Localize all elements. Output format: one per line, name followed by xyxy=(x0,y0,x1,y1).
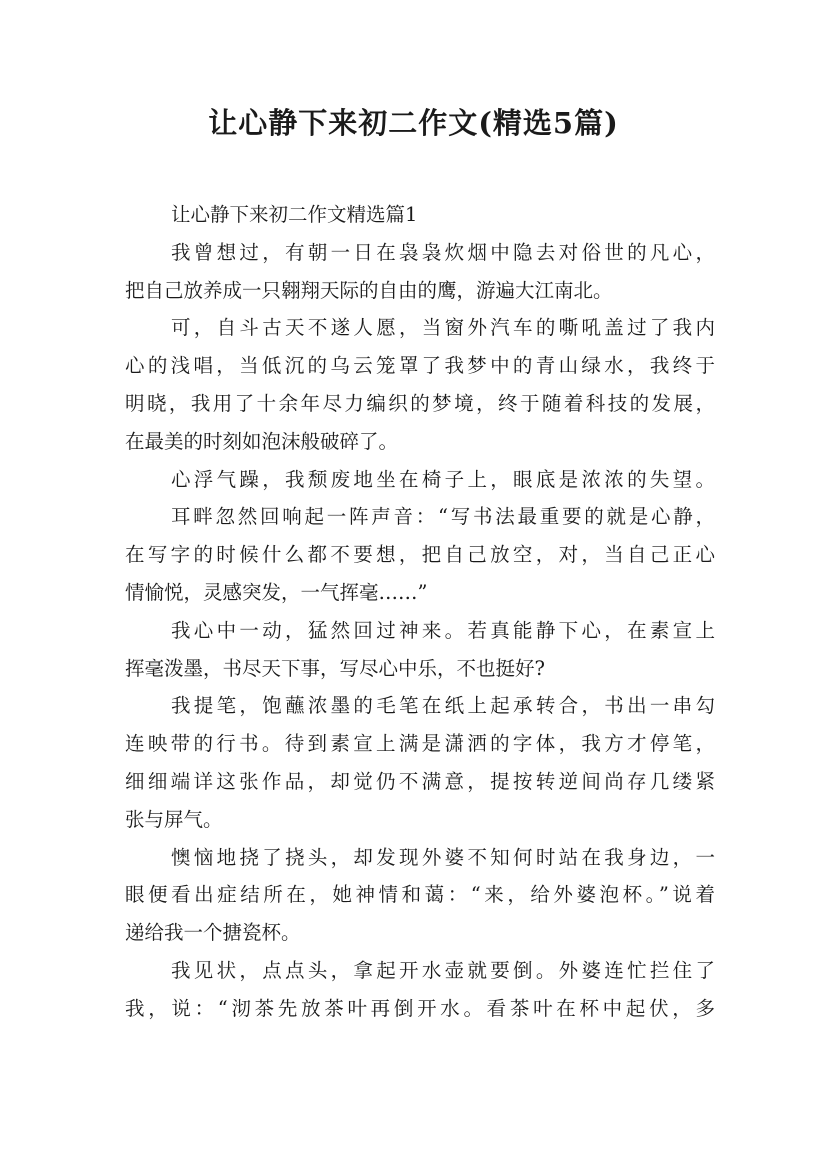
paragraph-line: 在写字的时候什么都不要想，把自己放空，对，当自己正心 xyxy=(125,543,715,567)
paragraph-line: 我，说：“沏茶先放茶叶再倒开水。看茶叶在杯中起伏，多 xyxy=(125,996,715,1020)
document-title: 让心静下来初二作文(精选5篇) xyxy=(208,106,619,140)
paragraph-line: 我心中一动，猛然回过神来。若真能静下心，在素宣上 xyxy=(171,618,715,642)
paragraph-line: 心的浅唱，当低沉的乌云笼罩了我梦中的青山绿水，我终于 xyxy=(125,354,715,378)
section-heading: 让心静下来初二作文精选篇1 xyxy=(171,203,418,226)
paragraph-line: 明晓，我用了十余年尽力编织的梦境，终于随着科技的发展， xyxy=(125,391,715,415)
paragraph-line: 挥毫泼墨，书尽天下事，写尽心中乐，不也挺好? xyxy=(125,656,545,680)
paragraph-line: 我曾想过，有朝一日在袅袅炊烟中隐去对俗世的凡心， xyxy=(171,240,715,264)
paragraph-line: 连映带的行书。待到素宣上满是潇洒的字体，我方才停笔， xyxy=(125,732,715,756)
paragraph-line: 在最美的时刻如泡沫般破碎了。 xyxy=(125,429,399,453)
paragraph-line: 细细端详这张作品，却觉仍不满意，提按转逆间尚存几缕紧 xyxy=(125,769,715,793)
document-body xyxy=(125,196,715,1028)
paragraph-line: 心浮气躁，我颓废地坐在椅子上，眼底是浓浓的失望。 xyxy=(171,467,715,491)
paragraph-line: 把自己放养成一只翱翔天际的自由的鹰，游遍大江南北。 xyxy=(125,278,613,302)
paragraph-line: 我提笔，饱蘸浓墨的毛笔在纸上起承转合，书出一串勾 xyxy=(171,694,715,718)
paragraph-line: 眼便看出症结所在，她神情和蔼：“来，给外婆泡杯。”说着 xyxy=(125,883,715,907)
paragraph-line: 情愉悦，灵感突发，一气挥毫……” xyxy=(125,580,428,604)
paragraph-line: 张与屏气。 xyxy=(125,807,223,831)
paragraph-line: 可，自斗古天不遂人愿，当窗外汽车的嘶吼盖过了我内 xyxy=(171,316,715,340)
paragraph-line: 耳畔忽然回响起一阵声音：“写书法最重要的就是心静， xyxy=(171,505,715,529)
paragraph-line: 懊恼地挠了挠头，却发现外婆不知何时站在我身边，一 xyxy=(171,845,715,869)
paragraph-line: 我见状，点点头，拿起开水壶就要倒。外婆连忙拦住了 xyxy=(171,958,715,982)
paragraph-line: 递给我一个搪瓷杯。 xyxy=(125,921,301,945)
